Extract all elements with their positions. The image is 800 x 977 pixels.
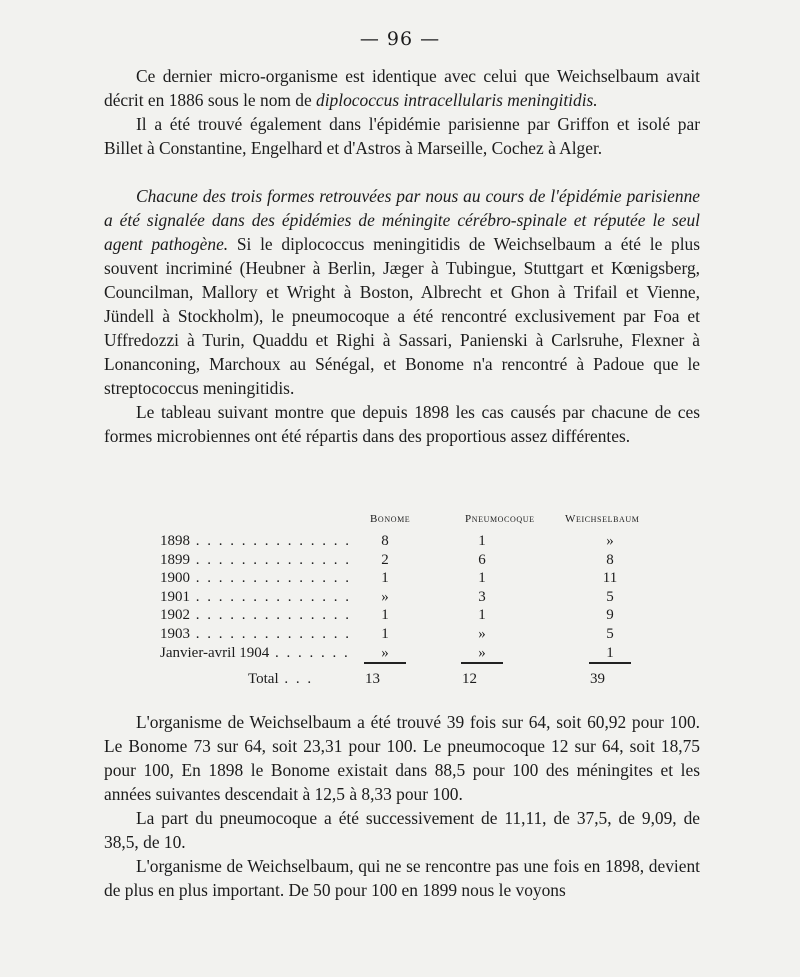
cell-pneumocoque: 1 — [478, 607, 486, 624]
cell-pneumocoque: 1 — [478, 533, 486, 549]
paragraph-1-italic: diplococcus intracellularis meningitidis. — [316, 90, 598, 110]
row-label: 1901 . . . — [160, 588, 350, 607]
paragraph-3-italic: Chacune des trois formes retrouvées par nous au cours de l'épidémie parisienne a été signalée dans des épidémies de méningite cérébro-spinale et réputée le seul agent pathogène. — [104, 186, 700, 254]
table-row — [160, 532, 640, 551]
col-header-weichselbaum: Weichselbaum — [565, 513, 640, 525]
paragraph-6: La part du pneumocoque a été successivement de 11,11, de 37,5, de 9,09, de 38,5, de 10. — [104, 808, 700, 852]
cell-weichselbaum: 8 — [606, 551, 614, 568]
row-label: 1899 . . . — [160, 551, 350, 570]
cell-weichselbaum: » — [606, 533, 614, 549]
row-label: 1898 . . . — [160, 532, 350, 551]
paragraph-3 — [104, 184, 700, 400]
page-number: — 96 — — [359, 28, 441, 50]
total-rule-weichselbaum — [589, 662, 631, 663]
total-rule-pneumocoque — [461, 662, 503, 663]
total-rule-bonome — [364, 662, 406, 663]
col-header-pneumocoque: Pneumocoque — [465, 513, 535, 525]
table-row — [160, 606, 640, 625]
table-row — [160, 588, 640, 607]
cell-weichselbaum: 11 — [602, 570, 618, 587]
table-header — [160, 510, 640, 532]
paragraph-5: L'organisme de Weichselbaum a été trouvé 39 fois sur 64, soit 60,92 pour 100. Le Bonome 73 sur 64, soit 23,31 pour 100. Le pneumocoque 12 sur 64, soit 18,75 pour 100, En 1898 le Bonome existait dans 88,5 pour 100 des méningites et les années suivantes descendait à 12,5 à 8,33 pour 100. — [104, 712, 700, 804]
cell-bonome: 8 — [381, 533, 389, 549]
table-row — [160, 625, 640, 644]
paragraph-4: Le tableau suivant montre que depuis 1898 les cas causés par chacune de ces formes microbiennes ont été répartis dans des proportious assez différentes. — [104, 402, 700, 446]
total-weichselbaum: 39 — [590, 671, 605, 688]
cell-pneumocoque: » — [478, 644, 486, 661]
row-label: 1903 . . . — [160, 625, 350, 644]
total-rules — [160, 662, 640, 670]
cell-pneumocoque: 1 — [478, 570, 486, 587]
cell-pneumocoque: » — [478, 625, 486, 642]
row-label: Janvier-avril 1904 . . . — [160, 644, 350, 663]
cell-bonome: » — [381, 644, 389, 661]
total-bonome: 13 — [365, 671, 380, 688]
cell-bonome: 1 — [381, 570, 389, 587]
table-row — [160, 644, 640, 663]
paragraph-7: L'organisme de Weichselbaum, qui ne se rencontre pas une fois en 1898, devient de plus en plus important. De 50 pour 100 en 1899 nous le voyons — [104, 856, 700, 900]
cell-bonome: 1 — [381, 625, 389, 642]
row-label: 1902 . . . — [160, 606, 350, 625]
paragraph-1 — [104, 64, 700, 112]
cell-bonome: 2 — [381, 551, 389, 568]
intro-block — [104, 64, 700, 160]
cell-weichselbaum: 5 — [606, 625, 614, 642]
paragraph-3-text: Si le diplococcus meningitidis de Weichselbaum a été le plus souvent incriminé (Heubner à Berlin, Jæger à Tubingue, Stuttgart et Kœnigsberg, Councilman, Mallory et Wright à Boston, Albrecht et Ghon à Trifail et Vienne, Jündell à Stockholm), le pneumocoque a été rencontré exclusivement par Foa et Uffredozzi à Turin, Quaddu et Righi à Sassari, Panienski à Carlsruhe, Flexner à Lonanconing, Marchoux au Sénégal, et Bonome n'a rencontré à Padoue que le streptococcus meningitidis. — [104, 234, 700, 398]
table-row — [160, 551, 640, 570]
cell-weichselbaum: 5 — [606, 588, 614, 605]
cell-weichselbaum: 1 — [606, 644, 614, 661]
paragraph-1-text: Ce dernier micro-organisme est identique avec celui que Weichselbaum avait décrit en 1886 sous le nom de — [104, 66, 700, 110]
cell-pneumocoque: 6 — [478, 551, 486, 568]
discussion-block — [104, 184, 700, 448]
total-label: Total . . . — [248, 670, 313, 689]
total-pneumocoque: 12 — [462, 671, 477, 688]
cases-table — [160, 510, 640, 690]
cell-pneumocoque: 3 — [478, 588, 486, 605]
cell-bonome: 1 — [381, 607, 389, 624]
row-label: 1900 . . . — [160, 569, 350, 588]
paragraph-2: Il a été trouvé également dans l'épidémie parisienne par Griffon et isolé par Billet à Constantine, Engelhard et d'Astros à Marseille, Cochez à Alger. — [104, 114, 700, 158]
col-header-bonome: Bonome — [370, 513, 411, 525]
table-row — [160, 569, 640, 588]
conclusion-block — [104, 710, 700, 902]
total-row — [160, 670, 640, 690]
cell-weichselbaum: 9 — [606, 607, 614, 624]
cell-bonome: » — [381, 588, 389, 605]
